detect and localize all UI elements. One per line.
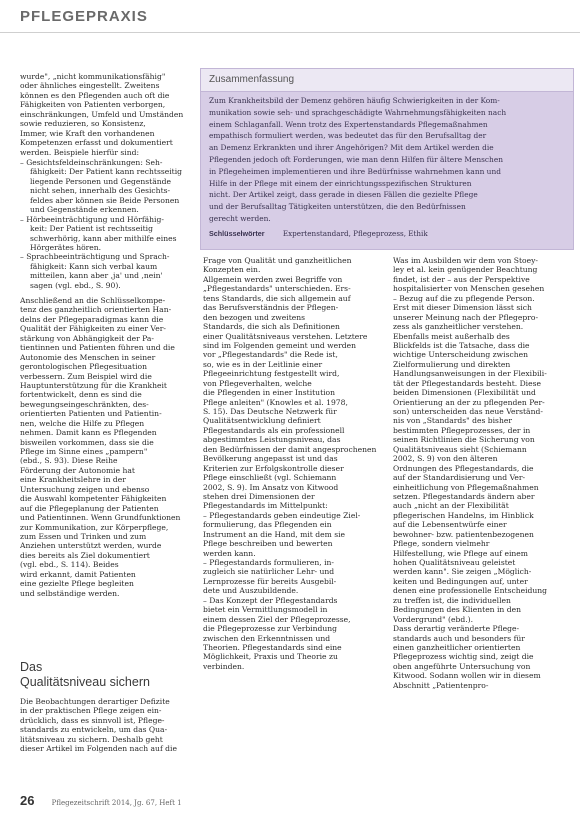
text-line: Orientierung an der zu pflegenden Per-	[393, 397, 545, 407]
text-line: bestimmten Pflegeprozesses, der in	[393, 425, 531, 435]
text-line: dieser Artikel im Folgenden nach auf die	[20, 744, 177, 754]
summary-header	[201, 69, 573, 92]
text-line: eine gezielte Pflege begleiten	[20, 579, 134, 589]
bullet-line: mitteilen, kann aber ‚ja' und ‚nein'	[30, 271, 163, 281]
bullet-line: keit: Der Patient ist rechtsseitig	[30, 224, 153, 234]
text-line: zwischen den Erkenntnissen und	[203, 633, 331, 643]
text-line: – Das Konzept der Pflegestandards	[203, 595, 338, 605]
text-line: wichtige Unterscheidung zwischen	[393, 350, 529, 360]
text-line: „Pflegestandards" unterschieden. Ers-	[203, 284, 351, 294]
running-head-title: PFLEGEPRAXIS	[20, 8, 148, 25]
text-line: Pflege im Sinne eines „pampern"	[20, 447, 148, 456]
section-heading	[20, 660, 150, 690]
text-line: pflegerischen Handelns, im Hinblick	[393, 510, 534, 520]
text-line: Hilfestellung, wie Pflege auf einem	[393, 548, 528, 558]
text-line: stärkung von Abhängigkeit der Pa-	[20, 333, 154, 343]
text-line: Konzepten ein.	[203, 265, 261, 275]
text-line: setzen. Pflegestandards ändern aber	[393, 491, 535, 501]
bullet-line: feldes aber können sie Beide Personen	[30, 195, 180, 205]
text-line: Fähigkeiten von Patienten verborgen,	[20, 100, 166, 110]
text-line: einheitlichung von Pflegemaßnahmen	[393, 482, 539, 492]
summary-line: einem Schlaganfall. Wenn trotz des Expertenstandards Pflegemaßnahmen	[209, 119, 488, 129]
text-line: hospitalisierter von Menschen gesehen	[393, 284, 545, 294]
text-line: Autonomie des Menschen in seiner	[20, 352, 156, 362]
text-line: Frage von Qualität und ganzheitlichen	[203, 256, 352, 265]
text-line: fortentwickelt, denn es sind die	[20, 390, 142, 400]
summary-keywords	[209, 229, 428, 238]
text-line: die Pflegeprozesse zur Verbindung	[203, 624, 338, 634]
text-line: bewegungseingeschränkten, des-	[20, 399, 149, 409]
text-line: eine Krankheitslehre in der	[20, 475, 126, 485]
text-line: – Bezug auf die zu pflegende Person.	[393, 293, 535, 303]
text-line: Bevölkerung angepasst ist und das	[203, 454, 338, 464]
text-line: standards auch und besonders für	[393, 633, 525, 643]
text-line: Die Beobachtungen derartiger Defizite	[20, 697, 170, 706]
text-line: auf die Pflegeplanung der Patienten	[20, 503, 159, 513]
summary-line: nicht. Der Artikel zeigt, dass gerade in diesen Fällen die gezielte Pflege	[209, 190, 478, 200]
text-line: vor „Pflegestandards" die Rede ist,	[203, 350, 338, 360]
text-line: Instrument an die Hand, mit dem sie	[203, 529, 346, 539]
running-head	[0, 0, 580, 33]
text-line: Dass derartig veränderte Pflege-	[393, 624, 520, 634]
text-line: ley et al. kein genügender Beachtung	[393, 265, 538, 275]
text-line: einschränkungen, Umfeld und Umständen	[20, 109, 184, 119]
text-line: in der praktischen Pflege zeigen ein-	[20, 706, 162, 716]
text-line: oder ähnliches eingestellt. Zweitens	[20, 81, 160, 91]
text-line: nis von „Standards" des bisher	[393, 416, 512, 426]
text-line: dies bereits als Ziel dokumentiert	[20, 550, 150, 560]
text-line: Pflegestandards im Mittelpunkt:	[203, 501, 328, 511]
text-line: unserer Meinung nach der Pflegepro-	[393, 312, 539, 322]
text-line: Zielformulierung und direkten	[393, 359, 511, 369]
text-line: S. 15). Das Deutsche Netzwerk für	[203, 407, 337, 416]
text-line: zugleich sie natürlicher Lehr- und	[203, 567, 335, 577]
text-line: sowie reduzieren, so Konsistenz,	[20, 119, 146, 129]
summary-line: gerecht werden.	[209, 213, 271, 223]
column-1-after-heading	[20, 697, 190, 754]
text-line: 2002, S. 9). Im Ansatz von Kitwood	[203, 482, 339, 492]
text-line: orientierten Patienten und Patientin-	[20, 409, 162, 419]
bullet-line: schwerhörig, kann aber mithilfe eines	[30, 233, 177, 243]
page-footer	[20, 793, 182, 808]
text-line: Theorien. Pflegestandards sind eine	[203, 642, 342, 652]
bullet-line: – Sprachbeeinträchtigung und Sprach-	[20, 252, 170, 262]
section-heading-line: Das	[20, 660, 43, 674]
keywords-label: Schlüsselwörter	[209, 229, 265, 238]
text-line: nehmen. Damit kann es Pflegenden	[20, 428, 157, 438]
footer-citation: Pflegezeitschrift 2014, Jg. 67, Heft 1	[51, 799, 182, 807]
text-line: werden. Beispiele hierfür sind:	[20, 147, 140, 157]
text-line: verbinden.	[203, 661, 245, 671]
text-line: Abschnitt „Patientenpro-	[393, 680, 489, 690]
text-line: einen ganzheitlicher orientierten	[393, 642, 521, 652]
text-line: Pflege, sondern vielmehr	[393, 539, 490, 549]
summary-line: empathisch formuliert werden, was bedeutet das für den Berufsalltag der	[209, 131, 487, 141]
text-line: Anschließend an die Schlüsselkompe-	[20, 296, 166, 305]
text-line: zess als ganzheitlicher verstehen.	[393, 322, 524, 332]
text-line: werden kann.	[203, 548, 256, 558]
text-line: Hauptunterstützung für die Krankheit	[20, 380, 167, 390]
text-line: formulierung, das Pflegenden ein	[203, 520, 332, 530]
text-line: Förderung der Autonomie hat	[20, 465, 135, 475]
text-line: Pflege anleiten" (Knowles et al. 1978,	[203, 397, 348, 407]
bullet-line: fähigkeit: Der Patient kann rechtsseitig	[30, 167, 183, 177]
summary-box	[200, 68, 574, 250]
bullet-line: sagen (vgl. ebd., S. 90).	[30, 280, 121, 290]
text-line: keiten und Bedingungen auf, unter	[393, 576, 528, 586]
text-line: verbessern. Zum Beispiel wird die	[20, 371, 152, 381]
text-line: werden kann". Sie zeigen „Möglich-	[393, 567, 532, 577]
text-line: wird erkannt, damit Patienten	[20, 569, 136, 579]
text-line: auf der Standardisierung und Ver-	[393, 473, 526, 483]
text-line: Vordergrund" (ebd.).	[393, 614, 473, 624]
summary-line: munikation sowie seh- und sprachgeschädigte Wahrnehmungsfähigkeiten nach	[209, 107, 507, 117]
text-line: beiden Dimensionen (Flexibilität und	[393, 388, 536, 398]
text-line: gerontologischen Pflegesituation	[20, 362, 147, 372]
text-line: (vgl. ebd., S. 114). Beides	[20, 560, 119, 570]
text-line: oben angeführte Untersuchung von	[393, 661, 531, 671]
text-line: den bezogen und zweitens	[203, 312, 306, 322]
column-1-top	[20, 72, 190, 157]
text-line: son) unterscheiden das neue Verständ-	[393, 407, 543, 416]
text-line: das Berufsverständnis der Pflegen-	[203, 303, 339, 313]
summary-line: Zum Krankheitsbild der Demenz gehören häufig Schwierigkeiten in der Kom-	[209, 96, 500, 105]
text-line: die Pflegenden in einer Institution	[203, 388, 336, 398]
bullet-line: – Gesichtsfeldeinschränkungen: Seh-	[20, 158, 163, 167]
text-line: tät der Pflegestandards besteht. Diese	[393, 378, 541, 388]
section-heading-line: Qualitätsniveau sichern	[20, 675, 150, 689]
text-line: Was im Ausbilden wir dem von Stoey-	[393, 256, 538, 265]
text-line: einem dessen Ziel der Pflegeprozesse,	[203, 614, 351, 624]
text-line: auf die Lebensentwürfe einer	[393, 520, 507, 530]
text-line: zur Kommunikation, zur Körperpflege,	[20, 522, 169, 532]
text-line: Allgemein werden zwei Begriffe von	[203, 274, 343, 284]
text-line: – Pflegestandards geben eindeutige Ziel-	[203, 510, 361, 520]
text-line: seinen Richtlinien die Sicherung von	[393, 435, 535, 445]
text-line: Kriterien zur Erfolgskontrolle dieser	[203, 463, 344, 473]
text-line: bisweilen vorkommen, dass sie die	[20, 437, 154, 447]
column-1-bullets	[20, 158, 190, 290]
text-line: drücklich, dass es sinnvoll ist, Pflege-	[20, 715, 165, 725]
page-number: 26	[20, 793, 35, 808]
text-line: zum Essen und Trinken und zum	[20, 531, 147, 541]
text-line: tenz des ganzheitlich orientierten Han-	[20, 305, 172, 315]
text-line: die Auswahl kompetenter Fähigkeiten	[20, 494, 167, 504]
text-line: denen eine professionelle Entscheidung	[393, 586, 548, 596]
text-line: Möglichkeit, Praxis und Theorie zu	[203, 652, 338, 662]
text-line: Pflegeprozess wichtig sind, zeigt die	[393, 652, 534, 662]
text-line: Bedingungen des Klienten in den	[393, 605, 521, 615]
text-line: standards zu entwickeln, um das Qua-	[20, 725, 168, 735]
text-line: und selbständige werden.	[20, 588, 120, 598]
text-line: auch „nicht an der Flexibilität	[393, 501, 509, 511]
text-line: findet, ist der – aus der Perspektive	[393, 274, 530, 284]
text-line: Handlungsanweisungen in der Flexibili-	[393, 369, 547, 379]
column-1-main	[20, 296, 190, 598]
text-line: bietet ein Vermittlungsmodell in	[203, 605, 328, 615]
text-line: litätsniveau zu sichern. Deshalb geht	[20, 734, 163, 744]
text-line: Kitwood. Sodann wollen wir in diesem	[393, 671, 541, 681]
text-line: stehen drei Dimensionen der	[203, 491, 315, 501]
text-line: delns der Pflegeparadigmas kann die	[20, 314, 164, 324]
text-line: Pflege einschließt (vgl. Schiemann	[203, 473, 337, 483]
summary-line: an Demenz Erkrankten und ihrer Angehörigen? Mit dem Artikel werden die	[209, 143, 494, 153]
bullet-line: – Hörbeeinträchtigung und Hörfähig-	[20, 214, 164, 224]
text-line: so, wie es in der Leitlinie einer	[203, 359, 323, 369]
summary-line: Pflegenden jedoch oft Forderungen, wie man denn Hilfen für ältere Menschen	[209, 154, 503, 164]
summary-line: Hilfe in der Pflege mit einem der einrichtungsspezifischen Strukturen	[209, 178, 472, 188]
bullet-line: liegende Personen und Gegenstände	[30, 176, 171, 186]
bullet-line: Hörgerätes hören.	[30, 242, 102, 252]
text-line: den Bedürfnissen der damit angesprochenen	[203, 444, 377, 454]
text-line: abgestimmtes Leistungsniveau, das	[203, 435, 341, 445]
text-line: Standards, die sich als Definitionen	[203, 322, 340, 332]
text-line: von Pflegeverhalten, welche	[203, 378, 312, 388]
summary-title: Zusammenfassung	[209, 74, 295, 85]
text-line: Ordnungen des Pflegestandards, die	[393, 463, 534, 473]
text-line: einer Qualitätsniveaus verstehen. Letztere	[203, 331, 368, 341]
text-line: tientinnen und Patienten führen und die	[20, 343, 175, 353]
text-line: Pflege beschreiben und bewerten	[203, 539, 333, 549]
text-line: hohen Qualitätsniveau geleistet	[393, 558, 516, 567]
column-3	[393, 256, 573, 690]
text-line: tens Standards, die sich allgemein auf	[203, 293, 351, 303]
column-2	[203, 256, 383, 671]
text-line: und Patientinnen. Wenn Grundfunktionen	[20, 513, 181, 523]
bullet-line: fähigkeit: Kann sich verbal kaum	[30, 261, 158, 271]
summary-body	[209, 95, 506, 225]
text-line: – Pflegestandards formulieren, in-	[203, 558, 334, 567]
text-line: zu treffen ist, die individuellen	[393, 595, 511, 605]
text-line: Anziehen unterstützt werden, wurde	[20, 541, 162, 551]
text-line: sind im Folgenden gemeint und werden	[203, 340, 357, 350]
text-line: wurde", „nicht kommunikationsfähig"	[20, 72, 166, 81]
text-line: (ebd., S. 93). Diese Reihe	[20, 456, 118, 466]
text-line: Untersuchung zeigen und ebenso	[20, 484, 150, 494]
text-line: Pflegeeinrichtung festgestellt wird,	[203, 369, 340, 379]
text-line: nen, welche die Hilfe zu Pflegen	[20, 418, 145, 428]
text-line: Qualitätsentwicklung definiert	[203, 416, 321, 426]
text-line: Kompetenzen erfasst und dokumentiert	[20, 138, 173, 148]
text-line: Blickfelds ist die Tatsache, dass die	[393, 340, 530, 350]
summary-line: und der Berufsalltag Tätigkeiten unterstützen, die den Bedürfnissen	[209, 202, 466, 212]
bullet-line: und Gegenstände erkennen.	[30, 205, 139, 215]
text-line: Qualitätsniveaus sieht (Schiemann	[393, 444, 527, 454]
text-line: können es den Pflegenden auch oft die	[20, 90, 170, 100]
bullet-line: nicht sehen, innerhalb des Gesichts-	[30, 186, 171, 196]
text-line: Qualität der Fähigkeiten zu einer Ver-	[20, 324, 166, 334]
text-line: dete und Auszubildende.	[203, 586, 299, 596]
text-line: Lernprozesse für bereits Ausgebil-	[203, 576, 337, 586]
text-line: Immer, wie Kraft den vorhandenen	[20, 128, 155, 138]
text-line: bewohner- bzw. patientenbezogenen	[393, 529, 534, 539]
text-line: 2002, S. 9) von den älteren	[393, 454, 498, 464]
keywords-text: Expertenstandard, Pflegeprozess, Ethik	[282, 229, 428, 238]
text-line: Pflegestandards als ein professionell	[203, 425, 345, 435]
text-line: Erst mit dieser Dimension lässt sich	[393, 303, 532, 313]
text-line: Ebenfalls meist außerhalb des	[393, 331, 510, 341]
summary-line: in Pflegeheimen implementieren und ihre Bedürfnisse wahrnehmen kann und	[209, 166, 501, 176]
